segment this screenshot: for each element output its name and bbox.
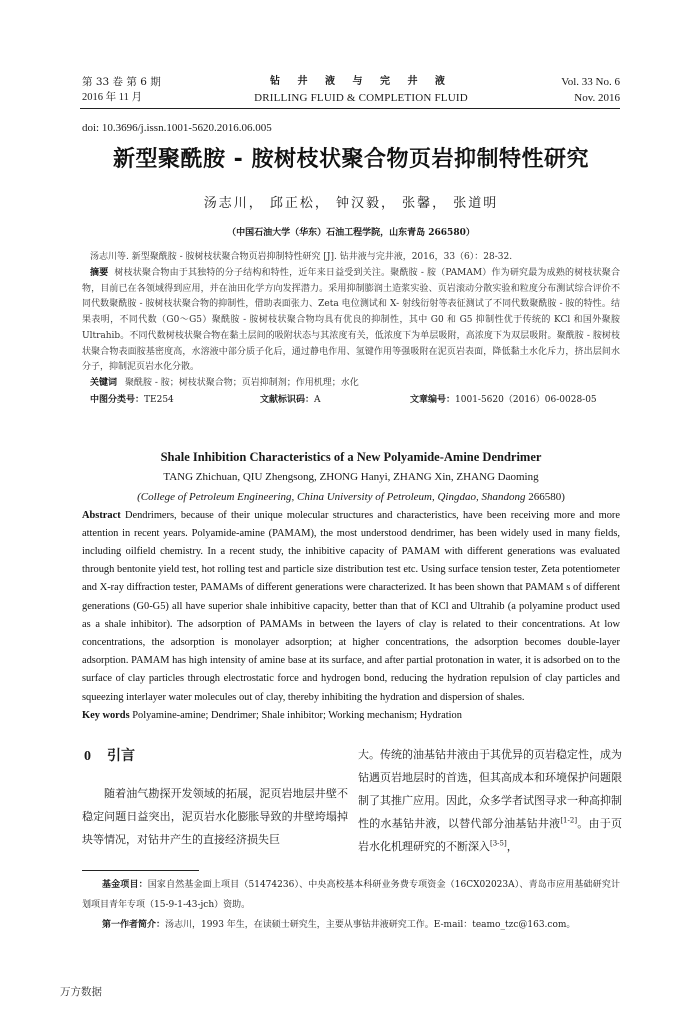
footnotes (82, 875, 620, 935)
clc-group (90, 393, 260, 408)
running-header (82, 74, 620, 106)
classification-line (82, 393, 620, 408)
clc-value: TE254 (144, 394, 174, 405)
section-heading-introduction (84, 743, 348, 770)
clc-label: 中图分类号： (90, 394, 145, 405)
doc-code-label: 文献标识码： (260, 394, 315, 405)
journal-name-cn: 钻 井 液 与 完 井 液 (270, 76, 452, 87)
author-bio-text: 汤志川，1993 年生，在读硕士研究生，主要从事钻井液研究工作。E-mail：teamo_tzc@163.com。 (165, 920, 576, 931)
abstract-en-label: Abstract (82, 509, 121, 521)
affiliation-cn: （中国石油大学（华东）石油工程学院，山东青岛 266580） (227, 228, 475, 238)
footnote-divider (82, 870, 199, 871)
date-en: Nov. 2016 (574, 92, 620, 104)
section-number: 0 (84, 749, 91, 765)
footnote-funding (82, 875, 620, 915)
keywords-cn-label: 关键词 (90, 377, 118, 388)
affiliation-en (0, 489, 700, 505)
body-columns (82, 743, 622, 858)
keywords-cn-text: 聚酰胺 - 胺；树枝状聚合物；页岩抑制剂；作用机理；水化 (125, 377, 359, 388)
header-center (254, 74, 468, 106)
body-text: 大。传统的油基钻井液由于其优异的页岩稳定性，成为钻遇页岩地层时的首选，但其高成本和环境保护问题限制了其推广应用。因此，众多学者试图寻求一种高抑制性的水基钻井液，以替代部分油基钻井液 (358, 748, 622, 831)
affiliation-en-text: (College of Petroleum Engineering, China University of Petroleum, Qingdao, Shandong (137, 490, 526, 503)
abstract-cn (82, 266, 620, 376)
citation-cn: 汤志川等. 新型聚酰胺 - 胺树枝状聚合物页岩抑制特性研究 [J]. 钻井液与完井液，2016，33（6）：28-32. (90, 252, 513, 262)
doc-code-group (260, 393, 410, 408)
affiliation-en-postcode: 266580) (528, 490, 565, 503)
reference-marker[interactable]: [1-2] (560, 816, 578, 825)
article-no-value: 1001-5620（2016）06-0028-05 (455, 394, 597, 405)
keywords-en-text: Polyamine-amine; Dendrimer; Shale inhibitor; Working mechanism; Hydration (132, 709, 462, 721)
article-no-label: 文章编号： (410, 394, 456, 405)
volume-issue-cn: 第 33 卷 第 6 期 (82, 76, 161, 88)
article-no-group (410, 393, 597, 408)
watermark: 万方数据 (60, 986, 102, 999)
abstract-en-text: Dendrimers, because of their unique molecular structures and characteristics, have been receiving more and more attention in recent years. Polyamide-amine (PAMAM), the most understood dendrimer, has been widely used in many fields, including oilfield chemistry. In a recent study, the inhibitive capacity of PAMAM with different generations was evaluated through bentonite yield test, hot rolling test and particle size distribution test etc. Using surface tension tester, Zeta potentiometer and X-ray diffraction tester, PAMAMs of different generations were characterized. It has been shown that PAMAM s of different generations (G0-G5) all have superior shale inhibitive capacity, better than that of KCl and Ultrahib (a polyamine product used as a shale inhibitor). The adsorption of PAMAMs in between the layers of clay is related to their concentrations. At low concentrations, the adsorption is monolayer adsorption; at higher concentrations, the adsorption becomes double-layer adsorption. PAMAM has high intensity of amine base at its surface, and after partial protonation in water, it is adsorbed on to the surface of clay particles through electrostatic force and hydrogen bond, reducing the hydration repulsion of clay particles and squeezing interlayer water molecules out of clay, thereby inhibiting the hydration and dispersion of shales. (82, 509, 620, 703)
footnote-author (82, 915, 620, 935)
funding-text: 国家自然基金面上项目（51474236）、中央高校基本科研业务费专项资金（16CX02023A）、青岛市应用基础研究计划项目青年专项（15-9-1-43-jch）资助。 (82, 880, 620, 911)
funding-label: 基金项目： (102, 880, 148, 891)
body-column-right (358, 743, 622, 858)
doi[interactable]: doi: 10.3696/j.issn.1001-5620.2016.06.005 (82, 122, 272, 134)
authors-cn: 汤志川， 邱正松， 钟汉毅， 张馨， 张道明 (203, 196, 499, 211)
volume-issue-en: Vol. 33 No. 6 (561, 76, 620, 88)
header-right (561, 74, 620, 106)
section-title: 引言 (107, 748, 135, 765)
body-text: 。由于页岩水化机理研究的不断深入 (358, 817, 623, 854)
body-column-left (82, 743, 348, 858)
header-left (82, 74, 161, 106)
body-paragraph: 随着油气勘探开发领域的拓展，泥页岩地层井壁不稳定问题日益突出，泥页岩水化膨胀导致的井壁垮塌掉块等情况，对钻井产生的直接经济损失巨 (82, 787, 348, 847)
journal-name-en: DRILLING FLUID & COMPLETION FLUID (254, 92, 468, 104)
abstract-en (82, 507, 620, 707)
date-cn: 2016 年 11 月 (82, 92, 142, 103)
abstract-cn-text: 树枝状聚合物由于其独特的分子结构和特性，近年来日益受到关注。聚酰胺 - 胺（PAMAM）作为研究最为成熟的树枝状聚合物，目前已在各领域得到应用，并在油田化学方向发挥潜力。采用抑制膨润土造浆实验、页岩滚动分散实验和粒度分布测试综合评价不同代数聚酰胺 - 胺树枝状聚合物的抑制性，借助表面张力、Zeta 电位测试和 X- 射线衍射等表征测试了不同代数聚酰胺 - 胺的特性。结果表明，不同代数（G0～G5）聚酰胺 - 胺树枝状聚合物均具有优良的抑制性，其中 G0 和 G5 抑制性优于传统的 KCl 和国外聚胺 Ultrahib。不同代数树枝状聚合物在黏土层间的吸附状态与其浓度有关，低浓度下为单层吸附，高浓度下为双层吸附。聚酰胺 - 胺树枝状聚合物表面胺基密度高，水溶液中部分质子化后，通过静电作用、氢键作用等强吸附在泥页岩表面，降低黏土水化斥力，挤出层间水分子，抑制泥页岩水化分散。 (82, 268, 620, 373)
keywords-cn (82, 376, 620, 392)
header-rule (80, 108, 620, 109)
body-paragraph (358, 743, 622, 858)
reference-marker[interactable]: [3-5] (490, 839, 507, 848)
title-en: Shale Inhibition Characteristics of a New Polyamide-Amine Dendrimer (160, 449, 542, 464)
doc-code-value: A (314, 394, 321, 405)
abstract-cn-label: 摘要 (90, 268, 109, 278)
authors-en: TANG Zhichuan, QIU Zhengsong, ZHONG Hanyi, ZHANG Xin, ZHANG Daoming (163, 470, 539, 483)
keywords-en (82, 707, 620, 725)
page-title: 新型聚酰胺 - 胺树枝状聚合物页岩抑制特性研究 (113, 147, 589, 172)
body-text: ， (506, 840, 518, 854)
author-bio-label: 第一作者简介： (102, 920, 166, 931)
keywords-en-label: Key words (82, 709, 130, 721)
